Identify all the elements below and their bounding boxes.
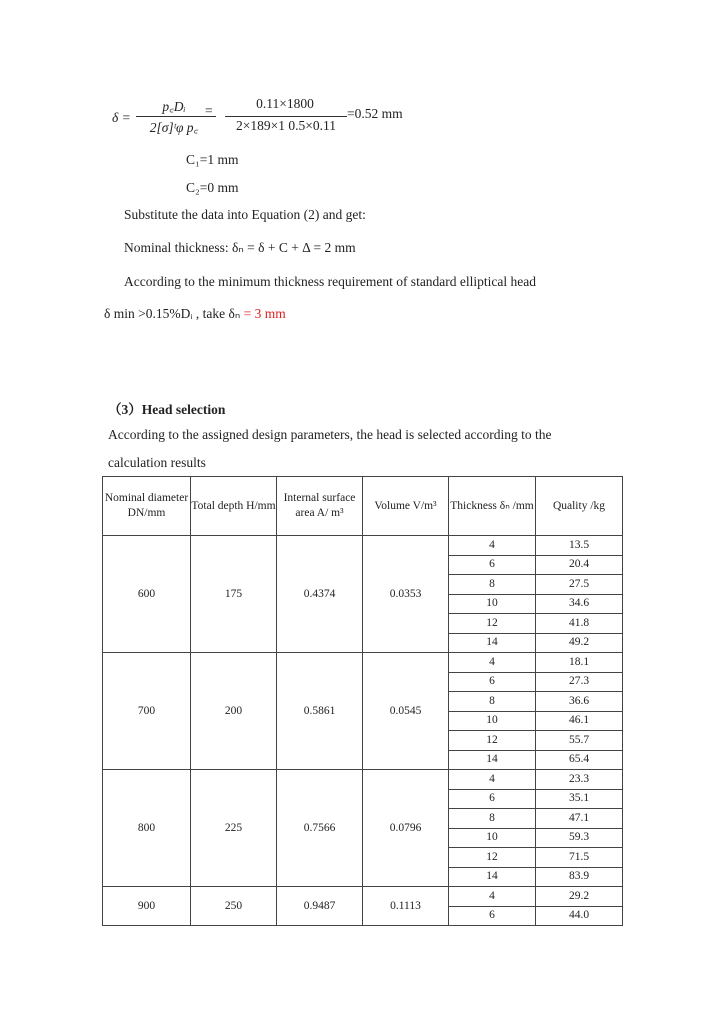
cell-thickness: 6 — [449, 555, 536, 575]
cell-h: 225 — [191, 770, 277, 887]
table-row — [103, 770, 623, 790]
cell-quality: 41.8 — [536, 614, 623, 634]
cell-v: 0.0353 — [363, 536, 449, 653]
cell-thickness: 14 — [449, 750, 536, 770]
cell-quality: 47.1 — [536, 809, 623, 829]
cell-quality: 35.1 — [536, 789, 623, 809]
cell-thickness: 4 — [449, 887, 536, 907]
cell-quality: 59.3 — [536, 828, 623, 848]
column-header: Quality /kg — [536, 477, 623, 536]
paragraph-line-2: calculation results — [108, 455, 206, 470]
cell-h: 200 — [191, 653, 277, 770]
cell-thickness: 8 — [449, 575, 536, 595]
formula-lhs: δ = — [112, 110, 131, 125]
c2-line: C₂=0 mm — [186, 180, 239, 195]
nominal-thickness-line: Nominal thickness: δₙ = δ + C + Δ = 2 mm — [124, 240, 356, 255]
cell-thickness: 12 — [449, 614, 536, 634]
cell-v: 0.0545 — [363, 653, 449, 770]
formula-eq: = — [205, 103, 213, 118]
table-row — [103, 536, 623, 556]
cell-quality: 27.3 — [536, 672, 623, 692]
formula-den2: 2×189×1 0.5×0.11 — [236, 118, 336, 133]
cell-v: 0.1113 — [363, 887, 449, 926]
cell-quality: 65.4 — [536, 750, 623, 770]
cell-quality: 23.3 — [536, 770, 623, 790]
cell-thickness: 10 — [449, 594, 536, 614]
column-header: Nominal diameter DN/mm — [103, 477, 191, 536]
cell-thickness: 8 — [449, 809, 536, 829]
c1-line: C₁=1 mm — [186, 152, 239, 167]
formula-num2: 0.11×1800 — [256, 96, 314, 111]
cell-thickness: 8 — [449, 692, 536, 712]
cell-quality: 27.5 — [536, 575, 623, 595]
cell-h: 175 — [191, 536, 277, 653]
fraction-bar — [225, 116, 347, 117]
column-header: Internal surface area A/ m³ — [277, 477, 363, 536]
section-title: （3）Head selection — [108, 402, 226, 417]
cell-v: 0.0796 — [363, 770, 449, 887]
cell-a: 0.7566 — [277, 770, 363, 887]
formula-num1: p꜀Dᵢ — [162, 99, 186, 114]
paragraph-line-1: According to the assigned design parameters, the head is selected according to the — [108, 427, 552, 442]
column-header: Total depth H/mm — [191, 477, 277, 536]
cell-thickness: 12 — [449, 848, 536, 868]
column-header: Volume V/m³ — [363, 477, 449, 536]
column-header: Thickness δₙ /mm — [449, 477, 536, 536]
table-row — [103, 887, 623, 907]
cell-dn: 900 — [103, 887, 191, 926]
substitute-line: Substitute the data into Equation (2) and get: — [124, 207, 366, 222]
cell-quality: 49.2 — [536, 633, 623, 653]
table-row — [103, 653, 623, 673]
min-thickness-line — [104, 306, 286, 322]
cell-thickness: 6 — [449, 672, 536, 692]
cell-quality: 18.1 — [536, 653, 623, 673]
cell-quality: 20.4 — [536, 555, 623, 575]
requirement-line: According to the minimum thickness requirement of standard elliptical head — [124, 274, 537, 289]
cell-h: 250 — [191, 887, 277, 926]
cell-quality: 13.5 — [536, 536, 623, 556]
cell-a: 0.9487 — [277, 887, 363, 926]
cell-thickness: 12 — [449, 731, 536, 751]
cell-quality: 44.0 — [536, 906, 623, 926]
cell-quality: 34.6 — [536, 594, 623, 614]
cell-dn: 600 — [103, 536, 191, 653]
head-selection-table — [102, 476, 623, 926]
table-header-row — [103, 477, 623, 536]
formula-result: =0.52 mm — [347, 106, 403, 121]
cell-dn: 800 — [103, 770, 191, 887]
cell-thickness: 4 — [449, 653, 536, 673]
cell-thickness: 4 — [449, 536, 536, 556]
cell-quality: 36.6 — [536, 692, 623, 712]
cell-a: 0.4374 — [277, 536, 363, 653]
cell-thickness: 4 — [449, 770, 536, 790]
cell-thickness: 6 — [449, 789, 536, 809]
cell-quality: 46.1 — [536, 711, 623, 731]
cell-dn: 700 — [103, 653, 191, 770]
cell-quality: 71.5 — [536, 848, 623, 868]
cell-thickness: 14 — [449, 633, 536, 653]
min-text: δ min >0.15%Dᵢ , take δₙ — [104, 306, 241, 321]
min-value: = 3 mm — [243, 306, 286, 321]
cell-thickness: 14 — [449, 867, 536, 887]
cell-thickness: 10 — [449, 828, 536, 848]
cell-quality: 29.2 — [536, 887, 623, 907]
cell-a: 0.5861 — [277, 653, 363, 770]
fraction-bar — [136, 116, 216, 117]
cell-thickness: 10 — [449, 711, 536, 731]
cell-thickness: 6 — [449, 906, 536, 926]
cell-quality: 55.7 — [536, 731, 623, 751]
formula-den1: 2[σ]ᵗφ p꜀ — [149, 120, 199, 135]
cell-quality: 83.9 — [536, 867, 623, 887]
